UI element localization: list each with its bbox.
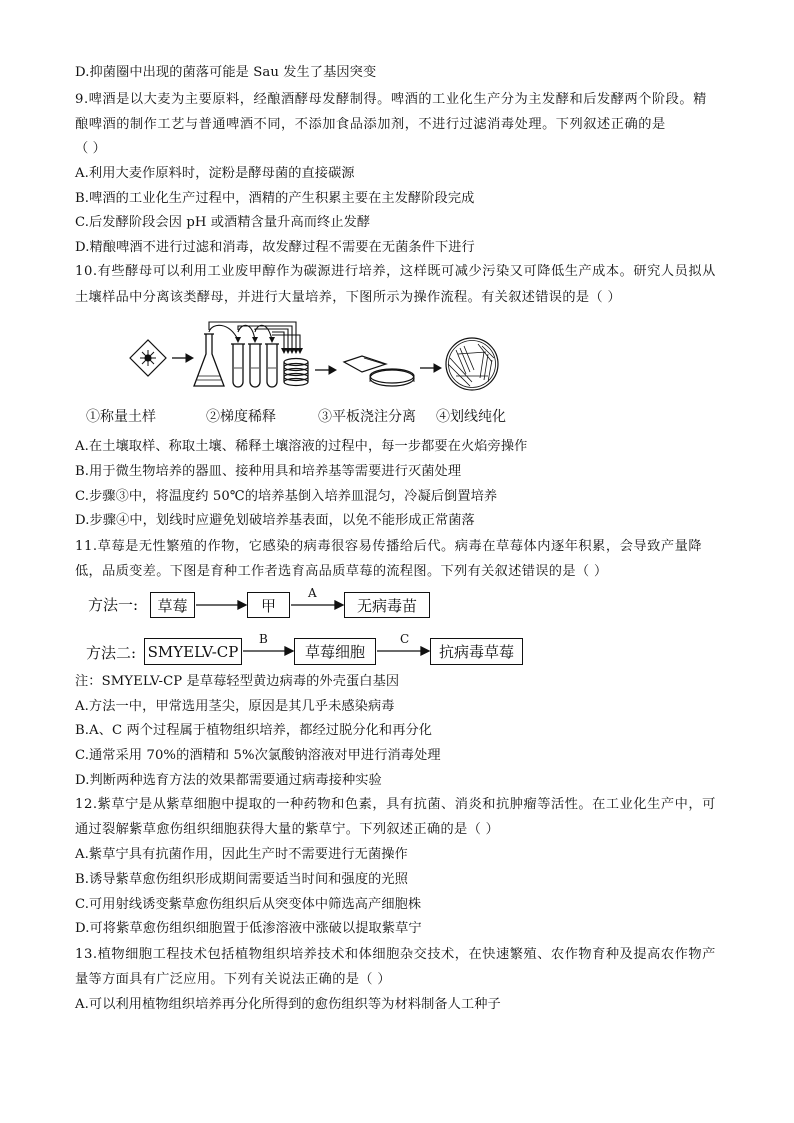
method1-label: 方法一: (88, 596, 139, 614)
arrow-right-icon (172, 354, 193, 362)
q10-option-a: A.在土壤取样、称取土壤、稀释土壤溶液的过程中，每一步都要在火焰旁操作 (75, 439, 528, 454)
method2-resistant-box: 抗病毒草莓 (430, 638, 523, 665)
q11-option-c: C.通常采用 70%的酒精和 5%次氯酸钠溶液对甲进行消毒处理 (75, 748, 441, 763)
q11-stem-line2: 低，品质变差。下图是育种工作者选育高品质草莓的流程图。下列有关叙述错误的是（ ） (75, 564, 608, 579)
q12-option-b: B.诱导紫草愈伤组织形成期间需要适当时间和强度的光照 (75, 872, 408, 887)
q11-option-a: A.方法一中，甲常选用茎尖，原因是其几乎未感染病毒 (75, 699, 395, 714)
method2-cell-box: 草莓细胞 (294, 638, 376, 665)
pour-plate-icon (344, 356, 414, 386)
q9-option-d: D.精酿啤酒不进行过滤和消毒，故发酵过程不需要在无菌条件下进行 (75, 240, 475, 255)
method1-virus-free-box: 无病毒苗 (344, 592, 430, 618)
q9-stem-line2: 酿啤酒的制作工艺与普通啤酒不同，不添加食品添加剂，不进行过滤消毒处理。下列叙述正确的是 (75, 117, 666, 132)
q9-option-a: A.利用大麦作原料时，淀粉是酵母菌的直接碳源 (75, 166, 355, 181)
test-tubes-icon (231, 344, 279, 387)
method1-strawberry-box: 草莓 (150, 592, 195, 618)
q10-stem-line1: 10.有些酵母可以利用工业废甲醇作为碳源进行培养，这样既可减少污染又可降低生产成本。研究人员拟从 (75, 264, 716, 279)
q12-option-d: D.可将紫草愈伤组织细胞置于低渗溶液中涨破以提取紫草宁 (75, 921, 422, 936)
method2-arrow-c-label: C (400, 632, 410, 646)
streak-plate-icon (446, 338, 498, 390)
flask-icon (194, 334, 224, 386)
q10-option-c: C.步骤③中，将温度约 50℃的培养基倒入培养皿混匀，冷凝后倒置培养 (75, 489, 498, 504)
arrow-right-icon (420, 364, 441, 372)
q8-option-d: D.抑菌圈中出现的菌落可能是 Sau 发生了基因突变 (75, 65, 377, 80)
q12-stem-line1: 12.紫草宁是从紫草细胞中提取的一种药物和色素，具有抗菌、消炎和抗肿瘤等活性。在工业化生产中，可 (75, 797, 716, 812)
q10-stem-line2: 土壤样品中分离该类酵母，并进行大量培养，下图所示为操作流程。有关叙述错误的是（ ） (75, 290, 622, 305)
arrowheads-icon (235, 337, 303, 354)
q9-answer-blank: （ ） (75, 141, 106, 156)
q13-option-a: A.可以利用植物组织培养再分化所得到的愈伤组织等为材料制备人工种子 (75, 997, 501, 1012)
method2-arrow-b-label: B (259, 632, 268, 646)
q9-option-b: B.啤酒的工业化生产过程中，酒精的产生积累主要在主发酵阶段完成 (75, 191, 475, 206)
q10-option-d: D.步骤④中，划线时应避免划破培养基表面，以免不能形成正常菌落 (75, 513, 475, 528)
q10-option-b: B.用于微生物培养的器皿、接种用具和培养基等需要进行灭菌处理 (75, 464, 462, 479)
method1-arrow-a-label: A (308, 586, 317, 600)
q10-step1-label: ①称量土样 (86, 409, 156, 425)
q11-note: 注：SMYELV-CP 是草莓轻型黄边病毒的外壳蛋白基因 (75, 674, 400, 689)
q12-stem-line2: 通过裂解紫草愈伤组织细胞获得大量的紫草宁。下列叙述正确的是（ ） (75, 822, 500, 837)
petri-dish-stack-icon (284, 359, 308, 386)
q11-flow-arrows (0, 580, 560, 680)
q11-option-b: B.A、C 两个过程属于植物组织培养，都经过脱分化和再分化 (75, 723, 433, 738)
q12-option-c: C.可用射线诱变紫草愈伤组织后从突变体中筛选高产细胞株 (75, 897, 422, 912)
arrow-right-icon (315, 366, 336, 374)
q10-step3-label: ③平板浇注分离 (318, 409, 416, 425)
q11-option-d: D.判断两种选育方法的效果都需要通过病毒接种实验 (75, 773, 382, 788)
transfer-arrows-icon (209, 322, 300, 350)
q13-stem-line1: 13.植物细胞工程技术包括植物组织培养技术和体细胞杂交技术，在快速繁殖、农作物育种及提高农作物产 (75, 947, 716, 962)
method2-label: 方法二: (86, 644, 137, 662)
q9-option-c: C.后发酵阶段会因 pH 或酒精含量升高而终止发酵 (75, 215, 371, 230)
q11-stem-line1: 11.草莓是无性繁殖的作物，它感染的病毒很容易传播给后代。病毒在草莓体内逐年积累，会导致产量降 (75, 539, 703, 554)
q10-step2-label: ②梯度稀释 (206, 409, 276, 425)
q10-procedure-figure (100, 318, 520, 408)
soil-sample-icon (130, 340, 166, 376)
q13-stem-line2: 量等方面具有广泛应用。下列有关说法正确的是（ ） (75, 972, 391, 987)
q9-stem-line1: 9.啤酒是以大麦为主要原料，经酿酒酵母发酵制得。啤酒的工业化生产分为主发酵和后发酵两个阶段。精 (75, 92, 707, 107)
q10-step4-label: ④划线纯化 (436, 409, 506, 425)
q12-option-a: A.紫草宁具有抗菌作用，因此生产时不需要进行无菌操作 (75, 847, 408, 862)
method1-jia-box: 甲 (247, 592, 290, 618)
method2-gene-box: SMYELV-CP (144, 638, 242, 665)
